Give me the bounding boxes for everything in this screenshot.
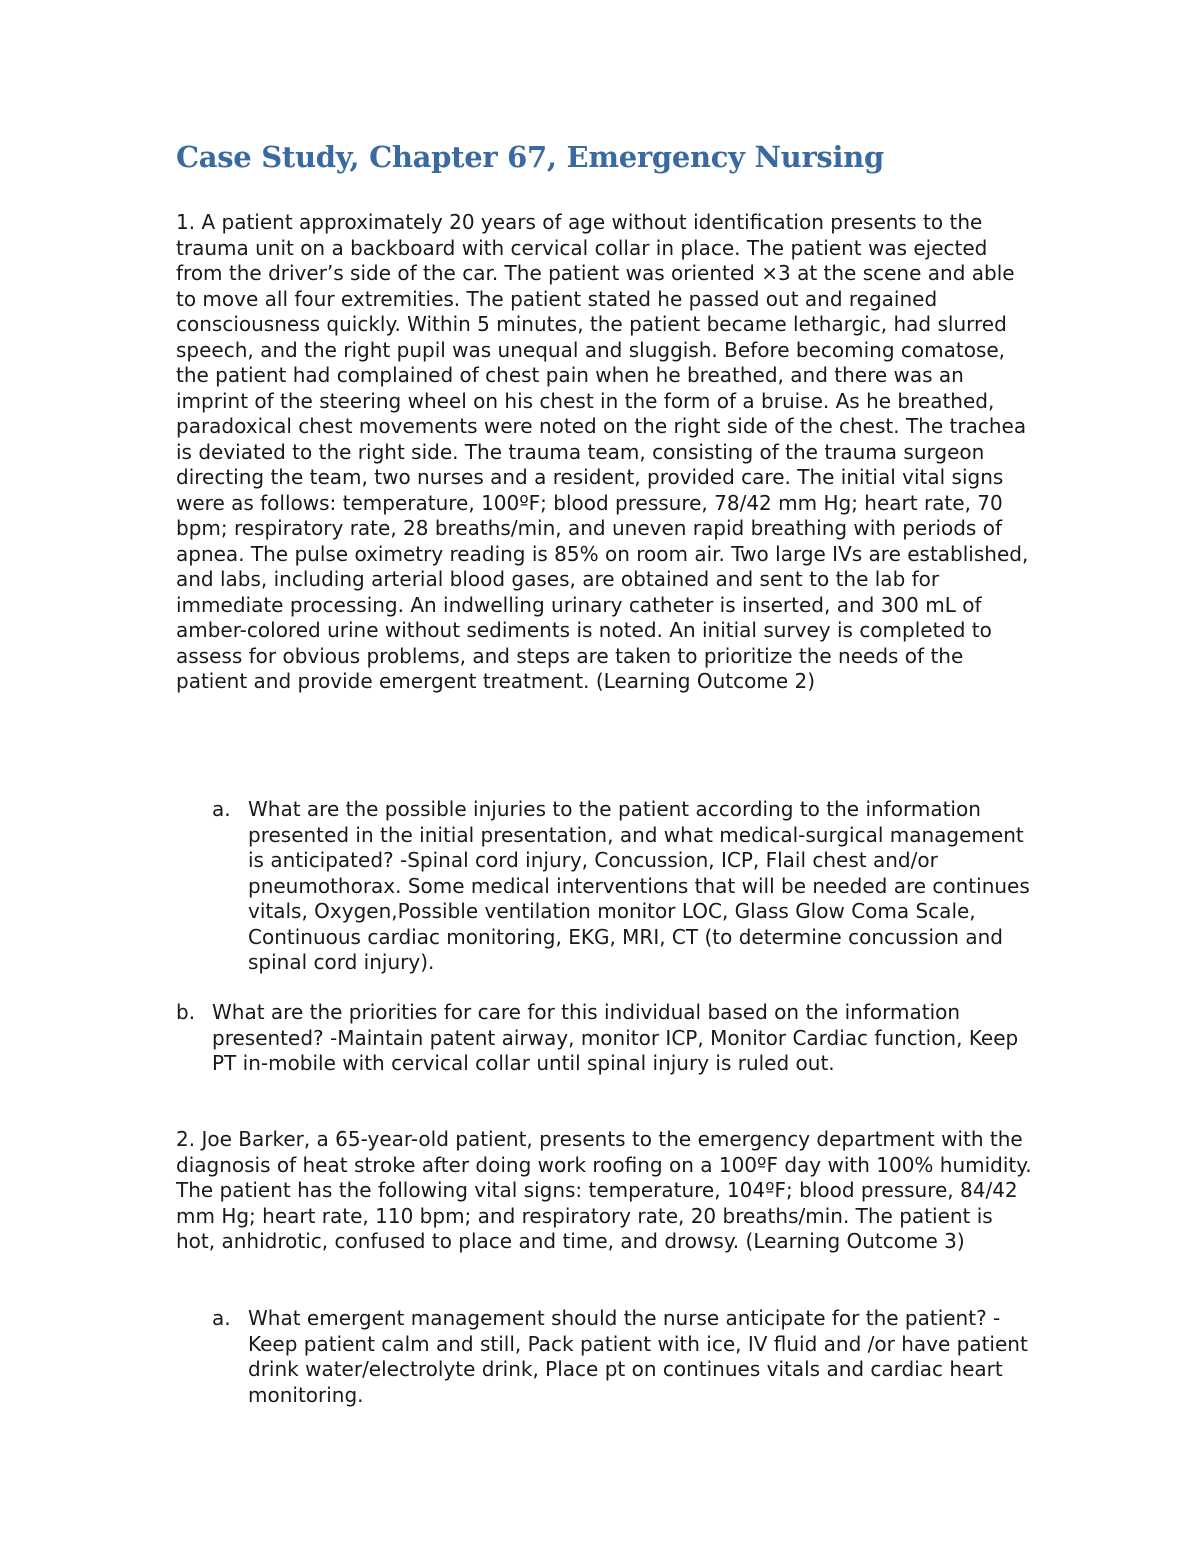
case-1-question-b-marker: b.	[176, 1000, 196, 1024]
case-2-question-a-marker: a.	[212, 1306, 231, 1330]
document-title: Case Study, Chapter 67, Emergency Nursing	[176, 140, 884, 174]
case-1-paragraph	[176, 210, 1036, 695]
case-1-question-a-list	[212, 797, 1038, 976]
case-1-question-a-marker: a.	[212, 797, 231, 821]
case-2-text: Joe Barker, a 65-year-old patient, presents to the emergency department with the diagnosis of heat stroke after doing work roofing on a 100ºF day with 100% humidity. The patient has the following vital signs: temperature, 104ºF; blood pressure, 84/42 mm Hg; heart rate, 110 bpm; and respiratory rate, 20 breaths/min. The patient is hot, anhidrotic, confused to place and time, and drowsy. (Learning Outcome 3)	[176, 1127, 1032, 1253]
case-1-question-b	[176, 1000, 1038, 1077]
case-1-question-a	[212, 797, 1038, 976]
case-1-question-a-text: What are the possible injuries to the patient according to the information presented in the initial presentation, and what medical-surgical management is anticipated? -Spinal cord injury, Concussion, ICP, Flail chest and/or pneumothorax. Some medical interventions that will be needed are continues vitals, Oxygen,Possible ventilation monitor LOC, Glass Glow Coma Scale, Continuous cardiac monitoring, EKG, MRI, CT (to determine concussion and spinal cord injury).	[248, 797, 1030, 974]
case-2-number: 2.	[176, 1127, 196, 1151]
case-1-text: A patient approximately 20 years of age without identification presents to the trauma unit on a backboard with cervical collar in place. The patient was ejected from the driver’s side of the car. The patient was oriented ×3 at the scene and able to move all four extremities. The patient stated he passed out and regained consciousness quickly. Within 5 minutes, the patient became lethargic, had slurred speech, and the right pupil was unequal and sluggish. Before becoming comatose, the patient had complained of chest pain when he breathed, and there was an imprint of the steering wheel on his chest in the form of a bruise. As he breathed, paradoxical chest movements were noted on the right side of the chest. The trachea is deviated to the right side. The trauma team, consisting of the trauma surgeon directing the team, two nurses and a resident, provided care. The initial vital signs were as follows: temperature, 100ºF; blood pressure, 78/42 mm Hg; heart rate, 70 bpm; respiratory rate, 28 breaths/min, and uneven rapid breathing with periods of apnea. The pulse oximetry reading is 85% on room air. Two large IVs are established, and labs, including arterial blood gases, are obtained and sent to the lab for immediate processing. An indwelling urinary catheter is inserted, and 300 mL of amber-colored urine without sediments is noted. An initial survey is completed to assess for obvious problems, and steps are taken to prioritize the needs of the patient and provide emergent treatment. (Learning Outcome 2)	[176, 210, 1029, 693]
case-2-question-a	[212, 1306, 1038, 1408]
case-2-paragraph	[176, 1127, 1036, 1255]
case-1-number: 1.	[176, 210, 196, 234]
case-1-question-b-text: What are the priorities for care for this individual based on the information presented? -Maintain patent airway, monitor ICP, Monitor Cardiac function, Keep PT in-mobile with cervical collar until spinal injury is ruled out.	[212, 1000, 1019, 1075]
case-2-question-a-text: What emergent management should the nurse anticipate for the patient? - Keep patient calm and still, Pack patient with ice, IV fluid and /or have patient drink water/electrolyte drink, Place pt on continues vitals and cardiac heart monitoring.	[248, 1306, 1028, 1407]
case-1-question-b-list	[176, 1000, 1038, 1077]
case-2-question-a-list	[212, 1306, 1038, 1408]
